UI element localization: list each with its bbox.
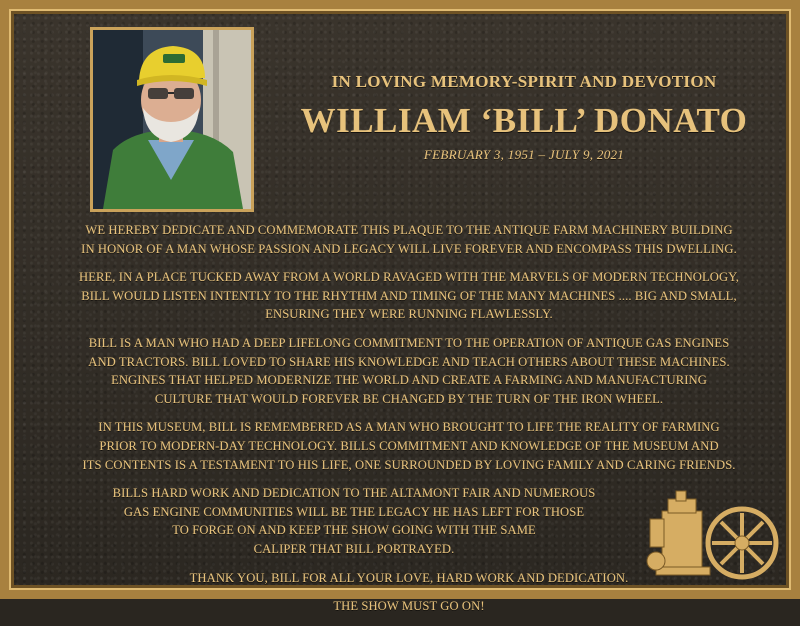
plaque-subtitle: IN LOVING MEMORY-SPIRIT AND DEVOTION: [331, 72, 717, 91]
dedication-paragraph: BILL IS A MAN WHO HAD A DEEP LIFELONG COMMITMENT TO THE OPERATION OF ANTIQUE GAS ENGINES AND TRACTORS. BILL LOVED TO SHARE HIS KNOWLEDGE AND TEACH OTHERS ABOUT THESE MACHINES. ENGINES THAT HELPED MODERNIZE THE WORLD AND CREATE A FARMING AND MANUFACTURING CULTURE THAT WOULD FOREVER BE CHANGED BY THE TURN OF THE IRON WHEEL.: [88, 335, 730, 406]
dedication-paragraph: HERE, IN A PLACE TUCKED AWAY FROM A WORLD RAVAGED WITH THE MARVELS OF MODERN TECHNOLOGY, BILL WOULD LISTEN INTENTLY TO THE RHYTHM AND TIMING OF THE MANY MACHINES .... BIG AND SMALL, ENSURING THEY WERE RUNNING FLAWLESSLY.: [79, 270, 739, 322]
closing-line: THE SHOW MUST GO ON!: [333, 599, 485, 614]
antique-gas-engine-icon: [646, 489, 786, 590]
dedication-paragraph: BILLS HARD WORK AND DEDICATION TO THE ALTAMONT FAIR AND NUMEROUS GAS ENGINE COMMUNITIES WILL BE THE LEGACY HE HAS LEFT FOR THOSE TO FORGE ON AND KEEP THE SHOW GOING WITH THE SAME CALIPER THAT BILL PORTRAYED.: [112, 486, 596, 556]
portrait-photo: [90, 27, 254, 212]
thank-you-line: THANK YOU, BILL FOR ALL YOUR LOVE, HARD WORK AND DEDICATION.: [189, 570, 629, 585]
honoree-name: WILLIAM ‘BILL’ DONATO: [300, 101, 748, 140]
dedication-paragraph: WE HEREBY DEDICATE AND COMMEMORATE THIS PLAQUE TO THE ANTIQUE FARM MACHINERY BUILDING IN HONOR OF A MAN WHOSE PASSION AND LEGACY WILL LIVE FOREVER AND ENCOMPASS THIS DWELLING.: [81, 223, 737, 256]
portrait-illustration: [93, 30, 251, 209]
dedication-paragraph: IN THIS MUSEUM, BILL IS REMEMBERED AS A MAN WHO BROUGHT TO LIFE THE REALITY OF FARMING PRIOR TO MODERN-DAY TECHNOLOGY. BILLS COMMITMENT AND KNOWLEDGE OF THE MUSEUM AND ITS CONTENTS IS A TESTAMENT TO HIS LIFE, ONE SURROUNDED BY LOVING FAMILY AND CARING FRIENDS.: [82, 420, 736, 472]
life-dates: FEBRUARY 3, 1951 – JULY 9, 2021: [423, 147, 625, 162]
